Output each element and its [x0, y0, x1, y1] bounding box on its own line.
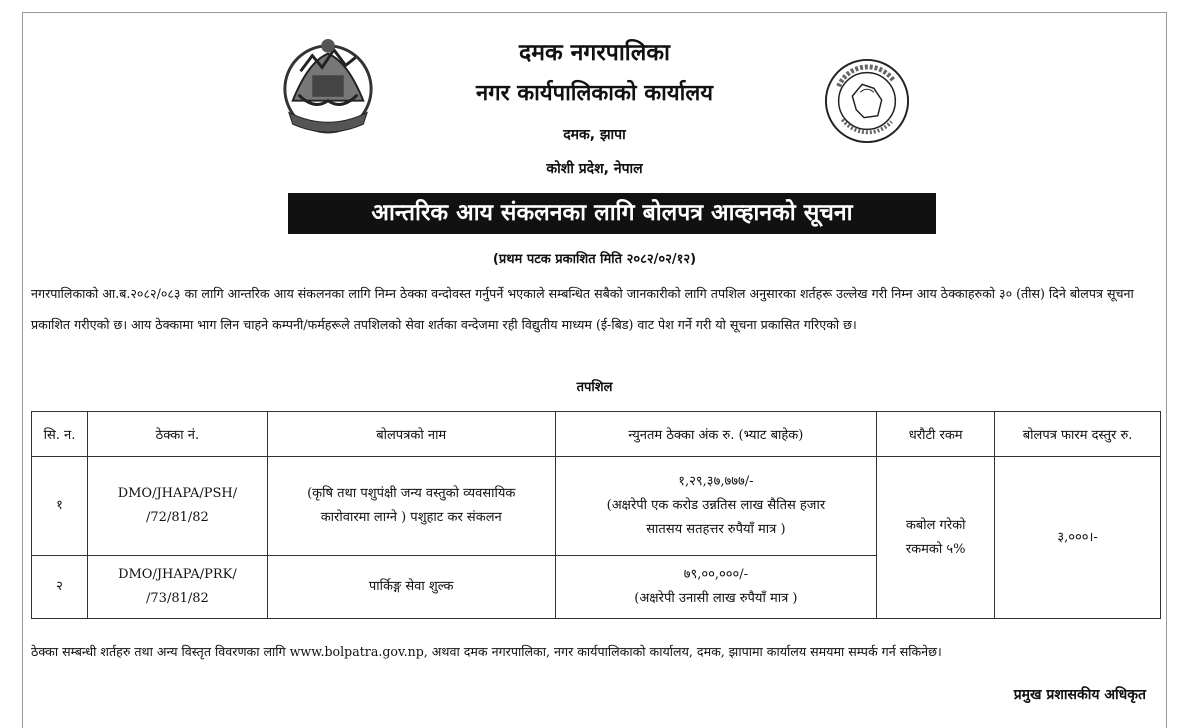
contract-no-line: /73/81/82: [146, 591, 209, 606]
header-contract-no: ठेक्का नं.: [87, 412, 267, 457]
row-sn: १: [32, 457, 88, 556]
contract-no-line: /72/81/82: [146, 510, 209, 525]
row-contract-no: [87, 457, 267, 556]
min-amount-words: (अक्षरेपी उनासी लाख रुपैयाँ मात्र ): [634, 591, 798, 606]
row-min-amount: [555, 556, 877, 619]
signatory-title: प्रमुख प्रशासकीय अधिकृत: [1013, 687, 1146, 703]
header-deposit: धरौटी रकम: [877, 412, 995, 457]
office-name: नगर कार्यपालिकाको कार्यालय: [476, 81, 713, 106]
municipality-name: दमक नगरपालिका: [519, 40, 670, 66]
municipality-seal: [823, 57, 911, 145]
intro-paragraph: नगरपालिकाको आ.ब.२०८२/०८३ का लागि आन्तरिक आय संकलनका लागि निम्न ठेक्का वन्दोवस्त गर्नुपर्ने भएकाले सम्बन्धित सबैको जानकारीको लागि तपशिल अनुसारका शर्तहरू उल्लेख गरी निम्न आय ठेक्काहरुको ३० (तीस) दिने बोलपत्र सूचना प्रकाशित गरीएको छ। आय ठेक्कामा भाग लिन चाहने कम्पनी/फर्महरूले तपशिलको सेवा शर्तका वन्देजमा रही विद्युतीय माध्यम (ई-बिड) वाट पेश गर्ने गरी यो सूचना प्रकासित गरिएको छ।: [31, 286, 1134, 332]
header-sn: सि. न.: [32, 412, 88, 457]
deposit-cell: [877, 457, 995, 619]
row-tender-name: पार्किङ्ग सेवा शुल्क: [267, 556, 555, 619]
table-caption: तपशिल: [576, 380, 613, 395]
province-line: कोशी प्रदेश, नेपाल: [546, 161, 643, 177]
footer-paragraph: ठेक्का सम्बन्धी शर्तहरु तथा अन्य विस्तृत विवरणका लागि www.bolpatra.gov.np, अथवा दमक नगरपालिका, नगर कार्यपालिकाको कार्यालय, दमक, झापामा कार्यालय समयमा सम्पर्क गर्न सकिनेछ।: [31, 644, 942, 659]
publish-date: (प्रथम पटक प्रकाशित मिति २०८२/०२/१२): [492, 252, 697, 267]
tender-name-line: कारोवारमा लाग्ने ) पशुहाट कर संकलन: [320, 510, 502, 525]
tender-name-line: (कृषि तथा पशुपंक्षी जन्य वस्तुको व्यवसायिक: [307, 486, 516, 501]
deposit-line: रकमको ५%: [905, 541, 966, 557]
row-tender-name: [267, 457, 555, 556]
header-tender-name: बोलपत्रको नाम: [267, 412, 555, 457]
table-row: [32, 457, 1161, 556]
contract-no-line: DMO/JHAPA/PRK/: [118, 567, 237, 582]
row-contract-no: [87, 556, 267, 619]
min-amount-words: (अक्षरेपी एक करोड उन्नतिस लाख सैतिस हजार: [606, 498, 826, 513]
tender-table: [31, 411, 1161, 619]
min-amount-value: ७९,००,०००/-: [683, 567, 749, 582]
notice-page: [22, 12, 1167, 728]
deposit-line: कबोल गरेको: [905, 517, 966, 533]
contract-no-line: DMO/JHAPA/PSH/: [117, 486, 238, 501]
header-min-amount: न्युनतम ठेक्का अंक रु. (भ्याट बाहेक): [555, 412, 877, 457]
min-amount-value: १,२९,३७,७७७/-: [678, 474, 754, 489]
header-form-fee: बोलपत्र फारम दस्तुर रु.: [995, 412, 1161, 457]
row-min-amount: [555, 457, 877, 556]
office-address: दमक, झापा: [563, 127, 626, 143]
min-amount-words: सातसय सतहत्तर रुपैयाँ मात्र ): [646, 522, 786, 537]
table-header-row: [32, 412, 1161, 457]
form-fee-cell: ३,०००।-: [995, 457, 1161, 619]
row-sn: २: [32, 556, 88, 619]
notice-title: आन्तरिक आय संकलनका लागि बोलपत्र आव्हानको सूचना: [288, 193, 936, 234]
